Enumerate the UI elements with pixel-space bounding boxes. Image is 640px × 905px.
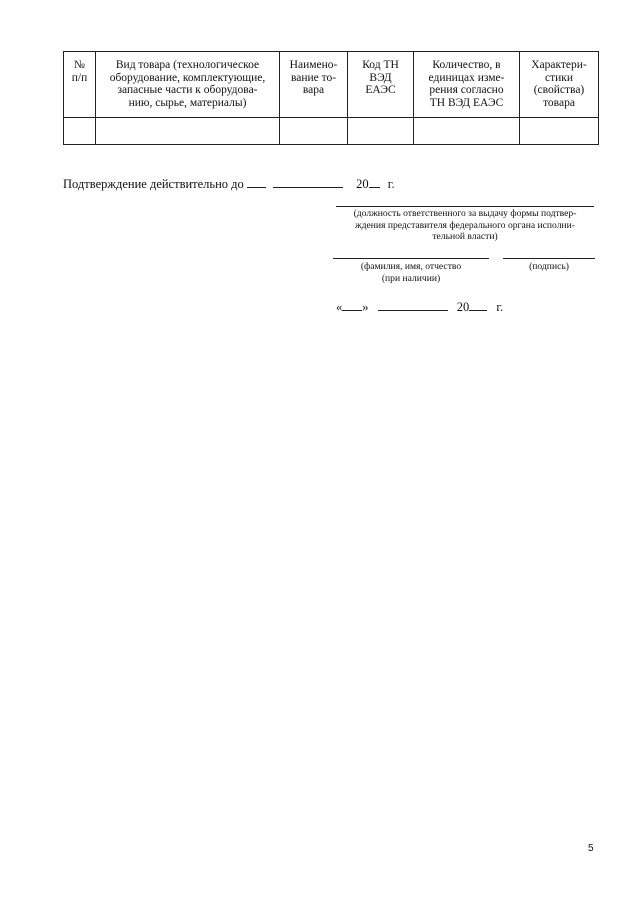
table-cell[interactable] <box>520 118 599 145</box>
table-cell[interactable] <box>414 118 520 145</box>
year-suffix: г. <box>387 177 395 191</box>
day-blank[interactable] <box>342 300 362 311</box>
year-blank[interactable] <box>369 177 380 188</box>
month-blank[interactable] <box>378 300 448 311</box>
header-tn-ved-code: Код ТН ВЭД ЕАЭС <box>348 52 414 118</box>
table-cell[interactable] <box>64 118 96 145</box>
header-quantity: Количество, в единицах изме- рения согласно ТН ВЭД ЕАЭС <box>414 52 520 118</box>
header-characteristics: Характери- стики (свойства) товара <box>520 52 599 118</box>
position-caption: (должность ответственного за выдачу формы подтвер- ждения представителя федерального органа исполни- тельной власти) <box>353 208 577 242</box>
sign-signature-line[interactable] <box>503 258 595 259</box>
table-cell[interactable] <box>280 118 348 145</box>
name-caption: (фамилия, имя, отчество (при наличии) <box>360 261 462 284</box>
month-blank[interactable] <box>273 177 343 188</box>
day-blank[interactable] <box>247 177 266 188</box>
name-signature-line[interactable] <box>333 258 489 259</box>
header-goods-name: Наимено- вание то- вара <box>280 52 348 118</box>
confirmation-line <box>63 177 395 192</box>
header-goods-type: Вид товара (технологическое оборудование, комплектующие, запасные части к оборудова- нию, сырье, материалы) <box>96 52 280 118</box>
table-row <box>64 118 599 145</box>
year-suffix: г. <box>496 300 504 314</box>
sign-caption: (подпись) <box>529 261 569 272</box>
table-cell[interactable] <box>96 118 280 145</box>
goods-table <box>63 51 599 145</box>
year-prefix: 20 <box>356 177 369 191</box>
year-blank[interactable] <box>469 300 487 311</box>
header-number: № п/п <box>64 52 96 118</box>
open-quote: « <box>336 300 343 314</box>
confirmation-label: Подтверждение действительно до <box>63 177 244 191</box>
table-header-row <box>64 52 599 118</box>
page-number: 5 <box>588 843 594 854</box>
close-quote: » <box>362 300 369 314</box>
date-line <box>336 300 503 315</box>
table-cell[interactable] <box>348 118 414 145</box>
position-signature-line[interactable] <box>336 206 594 207</box>
year-prefix: 20 <box>456 300 470 314</box>
